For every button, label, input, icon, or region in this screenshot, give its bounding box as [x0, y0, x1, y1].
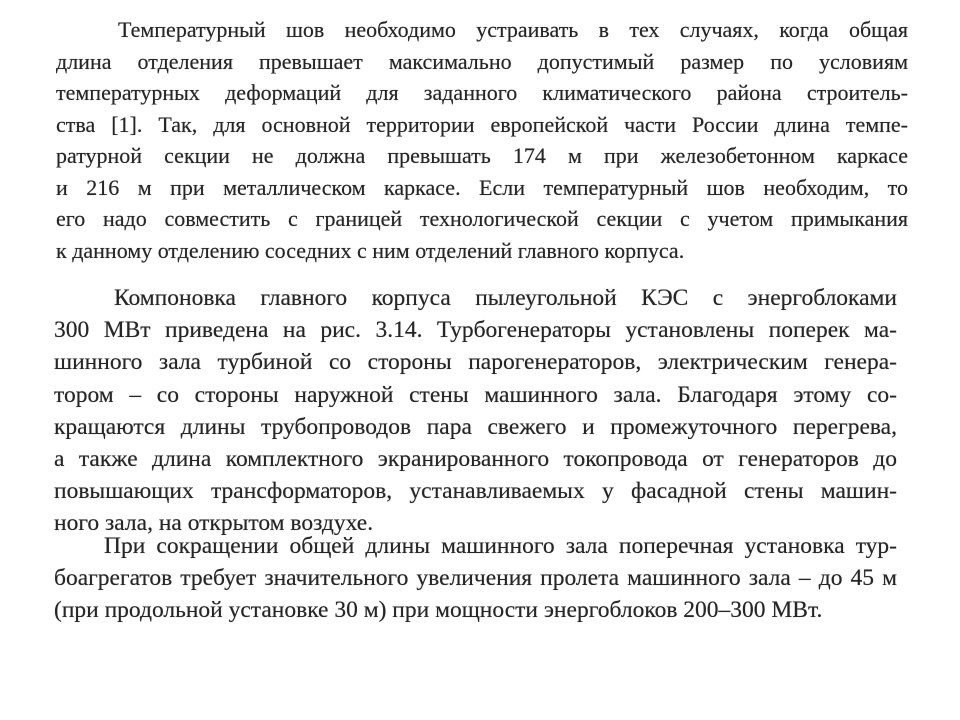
text-line: ратурной секции не должна превышать 174 м при железобетонном каркасе [56, 143, 908, 168]
text-line: Компоновка главного корпуса пылеугольной КЭС с энергоблоками [114, 285, 897, 311]
text-line: ства [1]. Так, для основной территории европейской части России длина темпе- [56, 111, 908, 137]
text-line: а также длина комплектного экранированного токопровода от генераторов до [54, 446, 897, 473]
paragraph-main-building-layout [54, 282, 897, 540]
text-line: шинного зала турбиной со стороны парогенераторов, электрическим генера- [54, 349, 897, 376]
text-line: При сокращении общей длины машинного зала поперечная установка тур- [104, 533, 897, 559]
text-line: тором – со стороны наружной стены машинного зала. Благодаря этому со- [54, 381, 897, 408]
paragraph-turbine-hall-span [54, 530, 897, 627]
text-line: повышающих трансформаторов, устанавливаемых у фасадной стены машин- [54, 478, 897, 505]
text-line: температурных деформаций для заданного климатического района строитель- [56, 80, 908, 105]
text-line: к данному отделению соседних с ним отделений главного корпуса. [56, 237, 685, 263]
text-line: 300 МВт приведена на рис. 3.14. Турбогенераторы установлены поперек ма- [54, 317, 897, 344]
text-line: (при продольной установке 30 м) при мощности энергоблоков 200–300 МВт. [54, 597, 823, 624]
paragraph-expansion-joint [56, 14, 908, 266]
text-line: его надо совместить с границей технологической секции с учетом примыкания [56, 206, 908, 231]
text-line: боагрегатов требует значительного увеличения пролета машинного зала – до 45 м [54, 565, 897, 592]
text-line: длина отделения превышает максимально допустимый размер по условиям [56, 48, 908, 74]
text-line: ного зала, на открытом воздухе. [54, 510, 374, 537]
text-line: и 216 м при металлическом каркасе. Если температурный шов необходим, то [56, 174, 908, 200]
text-line: Температурный шов необходимо устраивать в тех случаях, когда общая [118, 17, 908, 42]
text-line: кращаются длины трубопроводов пара свежего и промежуточного перегрева, [54, 413, 897, 440]
